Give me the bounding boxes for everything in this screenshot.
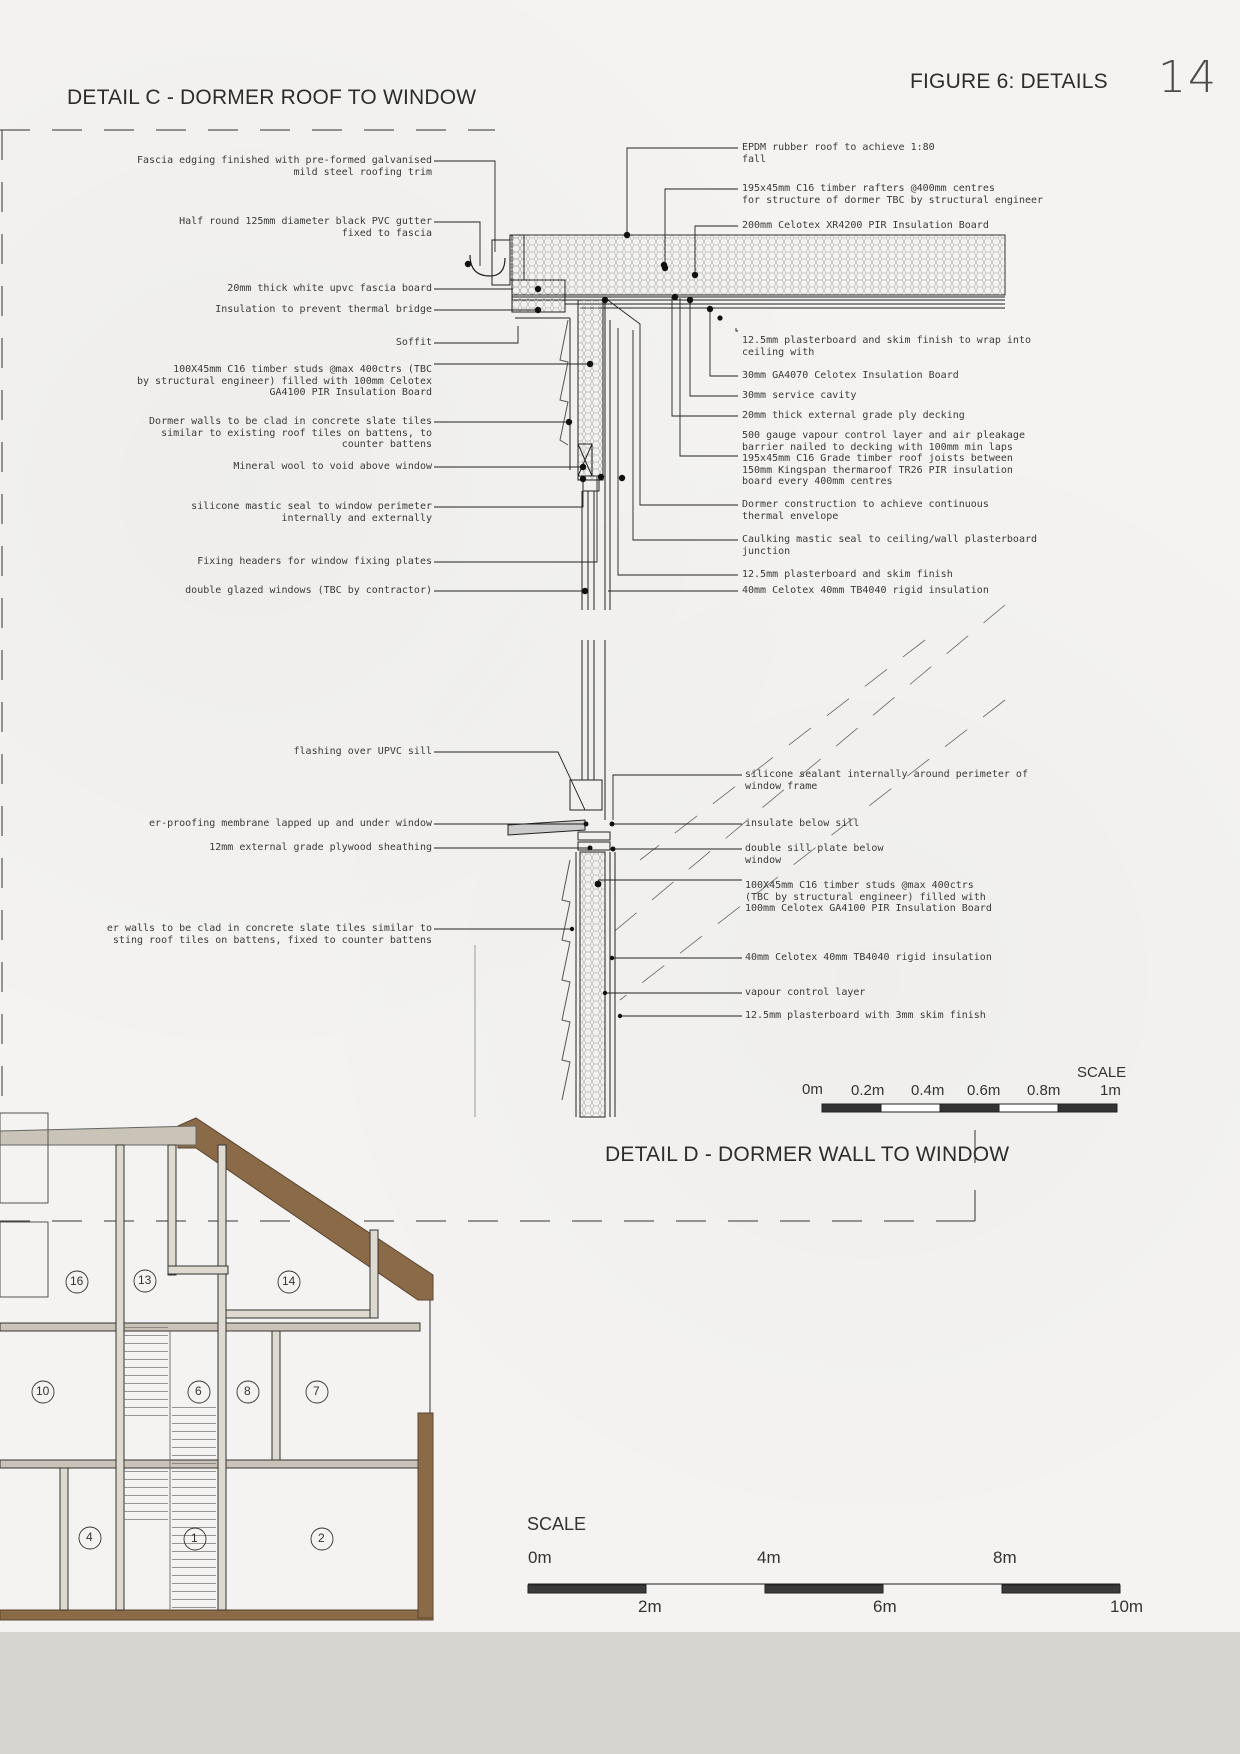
label-mastic-seal: silicone mastic seal to window perimeter internally and externally [191, 501, 432, 524]
label-caulking: Caulking mastic seal to ceiling/wall plasterboard junction [742, 534, 1038, 557]
label-plasterboard-wrap: 12.5mm plasterboard and skim finish to wrap into ceiling with [742, 335, 1031, 358]
label-rafters: 195x45mm C16 timber rafters @400mm centres for structure of dormer TBC by structural engineer [742, 183, 1044, 206]
room-number-1: 1 [191, 1531, 198, 1545]
room-number-7: 7 [313, 1384, 320, 1398]
label-vcl: vapour control layer [745, 987, 866, 998]
figure-title: FIGURE 6: DETAILS [910, 70, 1108, 93]
label-vapour-layer: 500 gauge vapour control layer and air pleakage barrier nailed to decking with 100mm min laps 195x45mm C16 Grade timber roof joists between 150mm Kingspan thermaroof TR26 PIR insulation board every 400mm centres [742, 430, 1025, 487]
label-mineral-wool: Mineral wool to void above window [233, 461, 432, 472]
detail-d-title: DETAIL D - DORMER WALL TO WINDOW [605, 1143, 1010, 1166]
room-number-10: 10 [36, 1384, 50, 1398]
label-wall-tb4040: 40mm Celotex 40mm TB4040 rigid insulation [745, 952, 992, 963]
detail-d-scale-0: 0m [802, 1081, 823, 1098]
label-double-sill: double sill plate below window [745, 843, 884, 866]
detail-d-scale-bar [822, 1104, 1117, 1112]
section-scale-2m: 2m [638, 1597, 662, 1616]
building-section [0, 1113, 433, 1620]
label-gutter: Half round 125mm diameter black PVC gutter fixed to fascia [179, 216, 432, 239]
label-ply-decking: 20mm thick external grade ply decking [742, 410, 965, 421]
label-thermal-envelope: Dormer construction to achieve continuous thermal envelope [742, 499, 989, 522]
label-silicone-sealant: silicone sealant internally around perimeter of window frame [745, 769, 1028, 792]
label-tb4040: 40mm Celotex 40mm TB4040 rigid insulation [742, 585, 989, 596]
label-plasterboard-skim: 12.5mm plasterboard and skim finish [742, 569, 953, 580]
label-insulate-sill: insulate below sill [745, 818, 860, 829]
label-flashing: flashing over UPVC sill [293, 746, 432, 757]
section-scale-bar [528, 1584, 1120, 1593]
label-membrane: er-proofing membrane lapped up and under window [149, 818, 432, 829]
detail-d-scale-08: 0.8m [1027, 1082, 1061, 1099]
page-number: 14 [1158, 52, 1218, 103]
label-fascia-edging: Fascia edging finished with pre-formed galvanised mild steel roofing trim [136, 155, 432, 178]
label-wall-studs: 100X45mm C16 timber studs @max 400ctrs (TBC by structural engineer) filled with 100mm Celotex GA4100 PIR Insulation Board [745, 880, 992, 914]
room-number-13: 13 [138, 1273, 152, 1287]
detail-c-title: DETAIL C - DORMER ROOF TO WINDOW [67, 86, 477, 109]
detail-d-scale-title: SCALE [1077, 1064, 1127, 1081]
label-soffit: Soffit [395, 337, 432, 348]
label-dormer-cladding: Dormer walls to be clad in concrete slate tiles similar to existing roof tiles on battens, to counter battens [149, 416, 432, 450]
label-thermal-bridge: Insulation to prevent thermal bridge [215, 304, 432, 315]
label-wall-cladding: er walls to be clad in concrete slate tiles similar to sting roof tiles on battens, fixed to counter battens [106, 923, 432, 946]
label-epdm-roof: EPDM rubber roof to achieve 1:80 fall [742, 142, 935, 165]
label-service-cavity: 30mm service cavity [742, 390, 857, 401]
section-scale-title: SCALE [527, 1514, 587, 1534]
label-plasterboard-3mm: 12.5mm plasterboard with 3mm skim finish [745, 1010, 986, 1021]
room-number-6: 6 [195, 1384, 202, 1398]
room-number-8: 8 [244, 1384, 251, 1398]
label-double-glazing: double glazed windows (TBC by contractor) [185, 585, 432, 596]
section-scale-6m: 6m [873, 1597, 897, 1616]
section-cut-lines [610, 605, 1005, 1000]
detail-d-scale-04: 0.4m [911, 1082, 945, 1099]
label-fixing-headers: Fixing headers for window fixing plates [197, 556, 432, 567]
label-celotex-xr4200: 200mm Celotex XR4200 PIR Insulation Board [742, 220, 989, 231]
detail-d-scale-02: 0.2m [851, 1082, 885, 1099]
label-fascia-board: 20mm thick white upvc fascia board [227, 283, 432, 294]
section-scale-8m: 8m [993, 1548, 1017, 1567]
section-scale-0m: 0m [528, 1548, 552, 1567]
detail-d-scale-06: 0.6m [967, 1082, 1001, 1099]
room-number-4: 4 [86, 1530, 93, 1544]
room-number-14: 14 [282, 1274, 296, 1288]
label-ga4070: 30mm GA4070 Celotex Insulation Board [742, 370, 959, 381]
section-scale-4m: 4m [757, 1548, 781, 1567]
detail-d-drawing [475, 640, 615, 1117]
section-scale-10m: 10m [1110, 1597, 1144, 1616]
room-number-2: 2 [318, 1531, 325, 1545]
detail-d-scale-1: 1m [1100, 1082, 1121, 1099]
footer-band [0, 1632, 1240, 1754]
label-timber-studs: 100X45mm C16 timber studs @max 400ctrs (TBC by structural engineer) filled with 100mm Celotex GA4100 PIR Insulation Board [136, 364, 432, 398]
room-number-16: 16 [70, 1274, 84, 1288]
label-plywood-sheathing: 12mm external grade plywood sheathing [209, 842, 432, 853]
